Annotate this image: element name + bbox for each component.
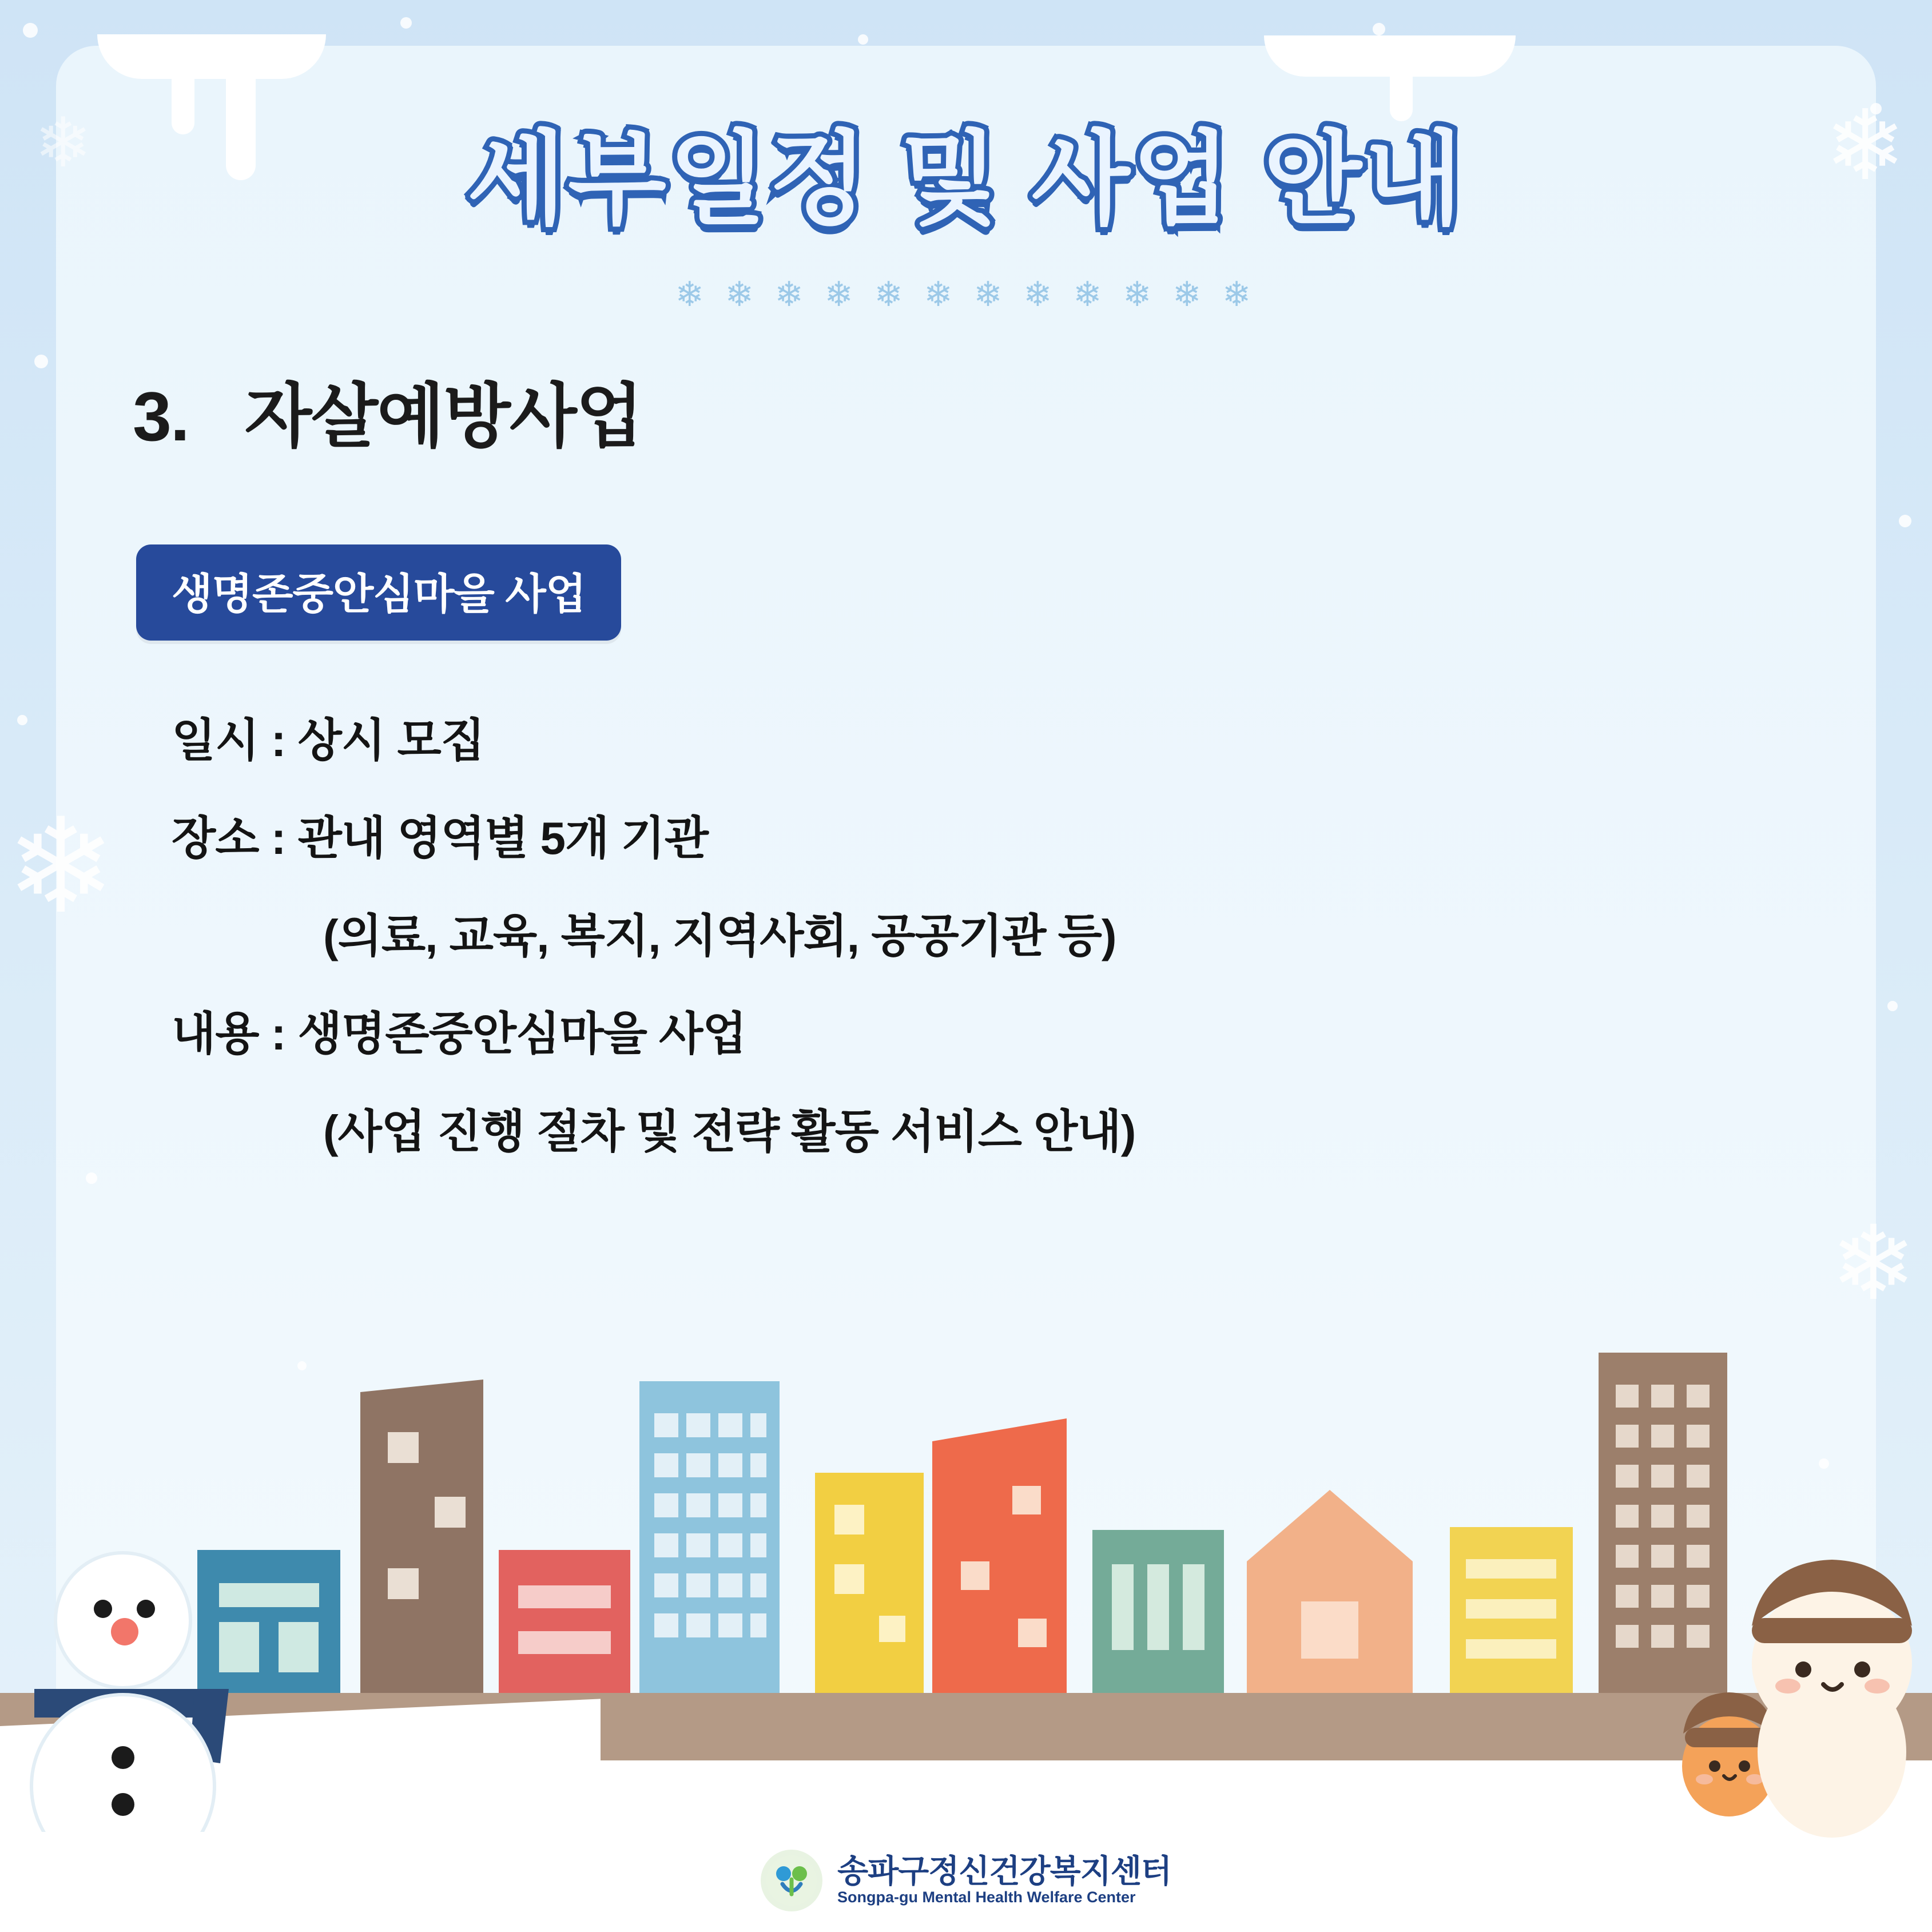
building-icon bbox=[1092, 1530, 1224, 1693]
house-icon bbox=[1247, 1561, 1413, 1693]
house-roof-icon bbox=[1247, 1490, 1413, 1561]
list-item: (사업 진행 절차 및 전략 활동 서비스 안내) bbox=[323, 1106, 1136, 1157]
footer-logo bbox=[0, 1850, 1932, 1911]
detail-list bbox=[172, 703, 1659, 1192]
building-icon bbox=[639, 1381, 780, 1693]
section-title: 자살예방사업 bbox=[244, 377, 642, 455]
building-icon bbox=[499, 1550, 630, 1693]
center-logo-icon bbox=[761, 1850, 822, 1911]
building-icon bbox=[815, 1473, 924, 1693]
mascot-character-icon bbox=[1675, 1523, 1915, 1846]
poster-title-wrap bbox=[0, 92, 1932, 244]
snowflake-icon: ❄ bbox=[1824, 92, 1906, 200]
list-item: 장소 : 관내 영역별 5개 기관 bbox=[172, 813, 709, 864]
status-badge: 생명존중안심마을 사업 bbox=[136, 544, 621, 641]
footer-org-name-en: Songpa-gu Mental Health Welfare Center bbox=[837, 1888, 1136, 1906]
building-icon bbox=[1450, 1527, 1573, 1693]
section-heading bbox=[133, 360, 642, 460]
footer-org-name-kr: 송파구정신건강복지센터 bbox=[837, 1853, 1172, 1890]
list-item: 일시 : 상시 모집 bbox=[172, 715, 484, 766]
snowflake-icon: ❄ bbox=[34, 105, 92, 181]
snowflake-icon: ❄ bbox=[6, 793, 116, 940]
divider-glyphs: ❄ ❄ ❄ ❄ ❄ ❄ ❄ ❄ ❄ ❄ ❄ ❄ bbox=[675, 275, 1257, 313]
snowflake-icon: ❄ bbox=[1830, 1206, 1917, 1321]
list-item: 내용 : 생명존중안심마을 사업 bbox=[172, 1008, 746, 1059]
section-number: 3. bbox=[133, 377, 189, 455]
building-icon bbox=[932, 1418, 1067, 1693]
list-item: (의료, 교육, 복지, 지역사회, 공공기관 등) bbox=[323, 911, 1116, 961]
page-title: 세부일정 및 사업 안내 bbox=[467, 122, 1465, 236]
snowflake-divider bbox=[0, 275, 1932, 315]
snowman-icon bbox=[23, 1546, 286, 1835]
building-icon bbox=[360, 1380, 483, 1693]
